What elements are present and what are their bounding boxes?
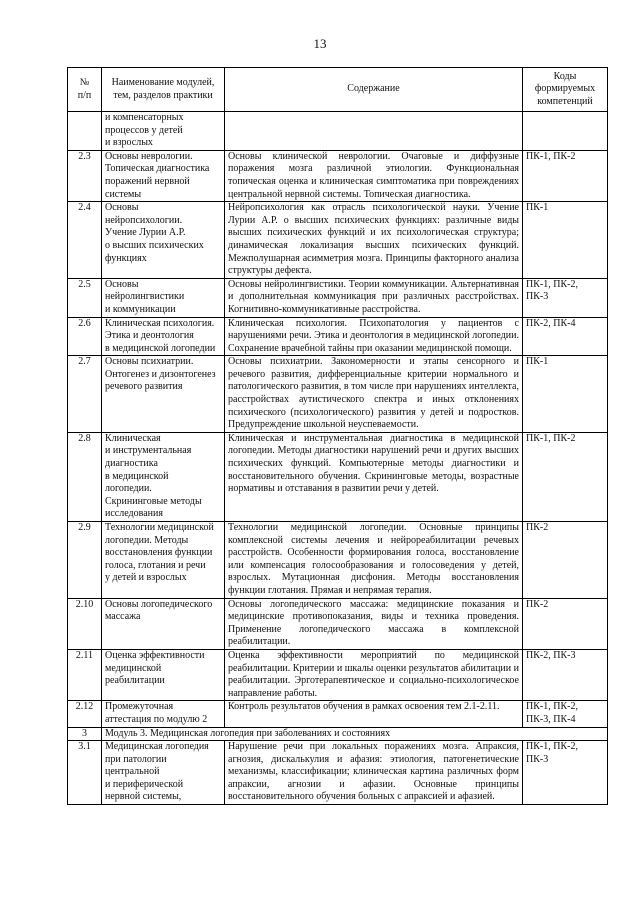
row-content: Контроль результатов обучения в рамках освоения тем 2.1-2.11.	[225, 701, 523, 727]
row-num: 3.1	[68, 741, 102, 805]
table-row	[68, 278, 608, 317]
row-content: Нарушение речи при локальных поражениях мозга. Апраксия, агнозия, дискалькулия и афазия: этиология, патогенетические механизмы, классификации; клиническая картина различных форм апраксии, агнозии и афазии. Основные принципы восстановительного обучения больных с апраксией и афазией.	[225, 741, 523, 805]
row-name: Оценка эффективности медицинской реабилитации	[102, 649, 225, 700]
row-codes: ПК-1, ПК-2, ПК-3	[523, 278, 608, 317]
table-row	[68, 432, 608, 521]
table-row	[68, 741, 608, 805]
module-title: Модуль 3. Медицинская логопедия при заболеваниях и состояниях	[102, 727, 608, 741]
table-row	[68, 701, 608, 727]
module-row	[68, 727, 608, 741]
row-codes: ПК-1	[523, 202, 608, 279]
row-name: Медицинская логопедия при патологии центральной и периферической нервной системы,	[102, 741, 225, 805]
table-header-row	[68, 68, 608, 112]
row-name: Промежуточная аттестация по модулю 2	[102, 701, 225, 727]
table-row	[68, 202, 608, 279]
header-content: Содержание	[225, 68, 523, 112]
row-codes: ПК-1	[523, 356, 608, 433]
table-row	[68, 356, 608, 433]
row-content: Основы логопедического массажа: медицинские показания и медицинские противопоказания, виды и техника проведения. Применение логопедического массажа в комплексной реабилитации.	[225, 598, 523, 649]
row-name: Клиническая и инструментальная диагностика в медицинской логопедии. Скрининговые методы исследования	[102, 432, 225, 521]
row-content: Основы психиатрии. Закономерности и этапы сенсорного и речевого развития, дифференциальные критерии нормального и патологического развития, в том числе при нарушениях интеллекта, расстройствах аутистического спектра и иных отклонениях психического (психологического) развития у детей и подростков. Предупреждение школьной неуспеваемости.	[225, 356, 523, 433]
row-num: 2.4	[68, 202, 102, 279]
row-content: Клиническая и инструментальная диагностика в медицинской логопедии. Методы диагностики нарушений речи и других высших психических функций. Компьютерные методы диагностики и восстановительного обучения. Скрининговые методы, возрастные нормативы и отставания в развитии речи у детей.	[225, 432, 523, 521]
header-codes: Коды формируемых компетенций	[523, 68, 608, 112]
row-num	[68, 112, 102, 151]
row-name: Технологии медицинской логопедии. Методы восстановления функции голоса, глотания и речи у детей и взрослых	[102, 522, 225, 599]
row-num: 2.10	[68, 598, 102, 649]
row-content: Нейропсихология как отрасль психологической науки. Учение Лурии А.Р. о высших психических функциях: различные виды высших психических функций и их психологическая структура; динамическая локализация высших психических функций. Межполушарная асимметрия мозга. Принципы факторного анализа структуры дефекта.	[225, 202, 523, 279]
row-content: Основы нейролингвистики. Теории коммуникации. Альтернативная и дополнительная коммуникация при различных расстройствах. Когнитивно-коммуникативные расстройства.	[225, 278, 523, 317]
table-row	[68, 649, 608, 700]
row-num: 2.7	[68, 356, 102, 433]
row-num: 2.5	[68, 278, 102, 317]
row-num: 2.3	[68, 150, 102, 201]
table-row	[68, 598, 608, 649]
row-content: Оценка эффективности мероприятий по медицинской реабилитации. Критерии и шкалы оценки результатов абилитации и реабилитации. Эрготерапевтическое и социально-психологическое направление работы.	[225, 649, 523, 700]
header-name: Наименование модулей, тем, разделов практики	[102, 68, 225, 112]
row-content: Технологии медицинской логопедии. Основные принципы комплексной системы лечения и нейрореабилитации речевых расстройств. Особенности формирования голоса, восстановление или компенсация голосообразования и голосоведения у детей, взрослых. Мутационная дисфония. Методы восстановления функции глотания. Прямая и непрямая терапия.	[225, 522, 523, 599]
table-row	[68, 522, 608, 599]
row-codes: ПК-1, ПК-2, ПК-3, ПК-4	[523, 701, 608, 727]
row-name: Основы неврологии. Топическая диагностика поражений нервной системы	[102, 150, 225, 201]
row-name: Основы логопедического массажа	[102, 598, 225, 649]
row-name: Клиническая психология. Этика и деонтология в медицинской логопедии	[102, 317, 225, 356]
row-num: 2.8	[68, 432, 102, 521]
page-number: 13	[313, 36, 327, 51]
row-codes	[523, 112, 608, 151]
row-codes: ПК-1, ПК-2	[523, 432, 608, 521]
row-name: Основы нейролингвистики и коммуникации	[102, 278, 225, 317]
row-name: Основы нейропсихологии. Учение Лурии А.Р. о высших психических функциях	[102, 202, 225, 279]
table-row	[68, 317, 608, 356]
row-codes: ПК-2, ПК-3	[523, 649, 608, 700]
row-num: 2.9	[68, 522, 102, 599]
module-num: 3	[68, 727, 102, 741]
row-codes: ПК-1, ПК-2	[523, 150, 608, 201]
row-codes: ПК-1, ПК-2, ПК-3	[523, 741, 608, 805]
row-content: Основы клинической неврологии. Очаговые и диффузные поражения мозга различной этиологии. Функциональная топическая оценка и клиническая симптоматика при повреждениях центральной нервной системы. Топическая диагностика.	[225, 150, 523, 201]
row-num: 2.6	[68, 317, 102, 356]
row-name: Основы психиатрии. Онтогенез и дизонтогенез речевого развития	[102, 356, 225, 433]
row-codes: ПК-2, ПК-4	[523, 317, 608, 356]
header-num: № п/п	[68, 68, 102, 112]
table-row	[68, 112, 608, 151]
row-name: и компенсаторных процессов у детей и взрослых	[102, 112, 225, 151]
curriculum-table	[67, 67, 608, 805]
table-row	[68, 150, 608, 201]
row-content	[225, 112, 523, 151]
row-num: 2.11	[68, 649, 102, 700]
row-codes: ПК-2	[523, 598, 608, 649]
row-content: Клиническая психология. Психопатология у пациентов с нарушениями речи. Этика и деонтология в медицинской логопедии. Сохранение врачебной тайны при оказании медицинской помощи.	[225, 317, 523, 356]
row-codes: ПК-2	[523, 522, 608, 599]
row-num: 2.12	[68, 701, 102, 727]
